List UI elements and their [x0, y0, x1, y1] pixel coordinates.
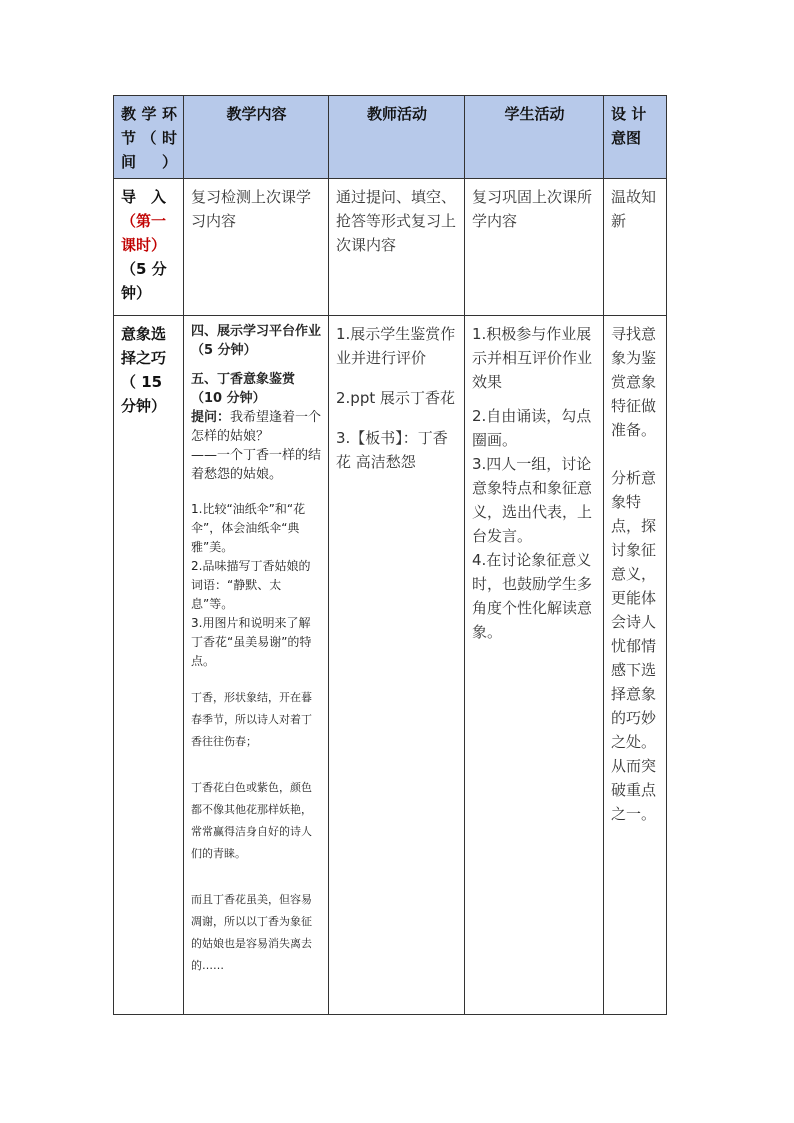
content-cell [184, 316, 329, 1015]
section-four: 四、展示学习平台作业（5 分钟） [191, 324, 322, 358]
student-cell: 复习巩固上次课所学内容 [465, 179, 604, 316]
answer: ——一个丁香一样的结着愁怨的姑娘。 [191, 448, 322, 482]
list-item: 3.【板书】：丁香花 高洁愁怨 [336, 429, 448, 471]
table-row [114, 179, 667, 316]
intent-text: 分析意象特点，探讨象征意义，更能体会诗人忧郁情感下选择意象的巧妙之处。从而突破重点之一。 [611, 469, 657, 823]
header-row [114, 96, 667, 179]
list-item: 1.展示学生鉴赏作业并进行评价 [336, 325, 456, 367]
list-item: 4.在讨论象征意义时，也鼓励学生多角度个性化解读意象。 [472, 551, 593, 641]
intent-cell [604, 316, 667, 1015]
stage-title: 导 入 [121, 188, 167, 206]
stage-cell [114, 316, 184, 1015]
note-paragraph: 而且丁香花虽美，但容易凋谢，所以以丁香为象征的姑娘也是容易消失离去的…… [191, 893, 312, 972]
stage-title: 意象选择之巧 [121, 325, 167, 367]
list-item: 3.用图片和说明来了解丁香花“虽美易谢”的特点。 [191, 616, 312, 668]
intent-cell: 温故知新 [604, 179, 667, 316]
header-content: 教学内容 [184, 96, 329, 179]
header-student: 学生活动 [465, 96, 604, 179]
header-teacher: 教师活动 [329, 96, 465, 179]
note-paragraph: 丁香花白色或紫色，颜色都不像其他花那样妖艳，常常赢得洁身自好的诗人们的青睐。 [191, 781, 312, 860]
stage-time: （5 分钟） [121, 260, 167, 302]
stage-session: （第一课时） [121, 212, 167, 254]
list-item: 2.品味描写丁香姑娘的词语：“静默、太息”等。 [191, 559, 311, 611]
list-item: 1.比较“油纸伞”和“花伞”，体会油纸伞“典雅”美。 [191, 502, 306, 554]
lesson-plan-table [113, 95, 667, 1015]
teacher-cell [329, 316, 465, 1015]
header-intent: 设 计意图 [604, 96, 667, 179]
table-row [114, 316, 667, 1015]
intent-text: 寻找意象为鉴赏意象特征做准备。 [611, 325, 657, 439]
list-item: 2.ppt 展示丁香花 [336, 389, 456, 407]
header-stage: 教学环节（时间） [114, 96, 184, 179]
question: 提问：我希望逢着一个怎样的姑娘？ [191, 410, 322, 444]
section-five: 五、丁香意象鉴赏（10 分钟） [191, 372, 296, 406]
student-cell [465, 316, 604, 1015]
list-item: 2.自由诵读，勾点圈画。 [472, 407, 592, 449]
teacher-cell: 通过提问、填空、抢答等形式复习上次课内容 [329, 179, 465, 316]
stage-cell [114, 179, 184, 316]
content-cell: 复习检测上次课学习内容 [184, 179, 329, 316]
list-item: 3.四人一组，讨论意象特点和象征意义，选出代表，上台发言。 [472, 455, 593, 545]
list-item: 1.积极参与作业展示并相互评价作业效果 [472, 325, 593, 391]
note-paragraph: 丁香，形状象结，开在暮春季节，所以诗人对着丁香往往伤春； [191, 691, 312, 748]
stage-time: （ 15 分钟） [121, 373, 167, 415]
